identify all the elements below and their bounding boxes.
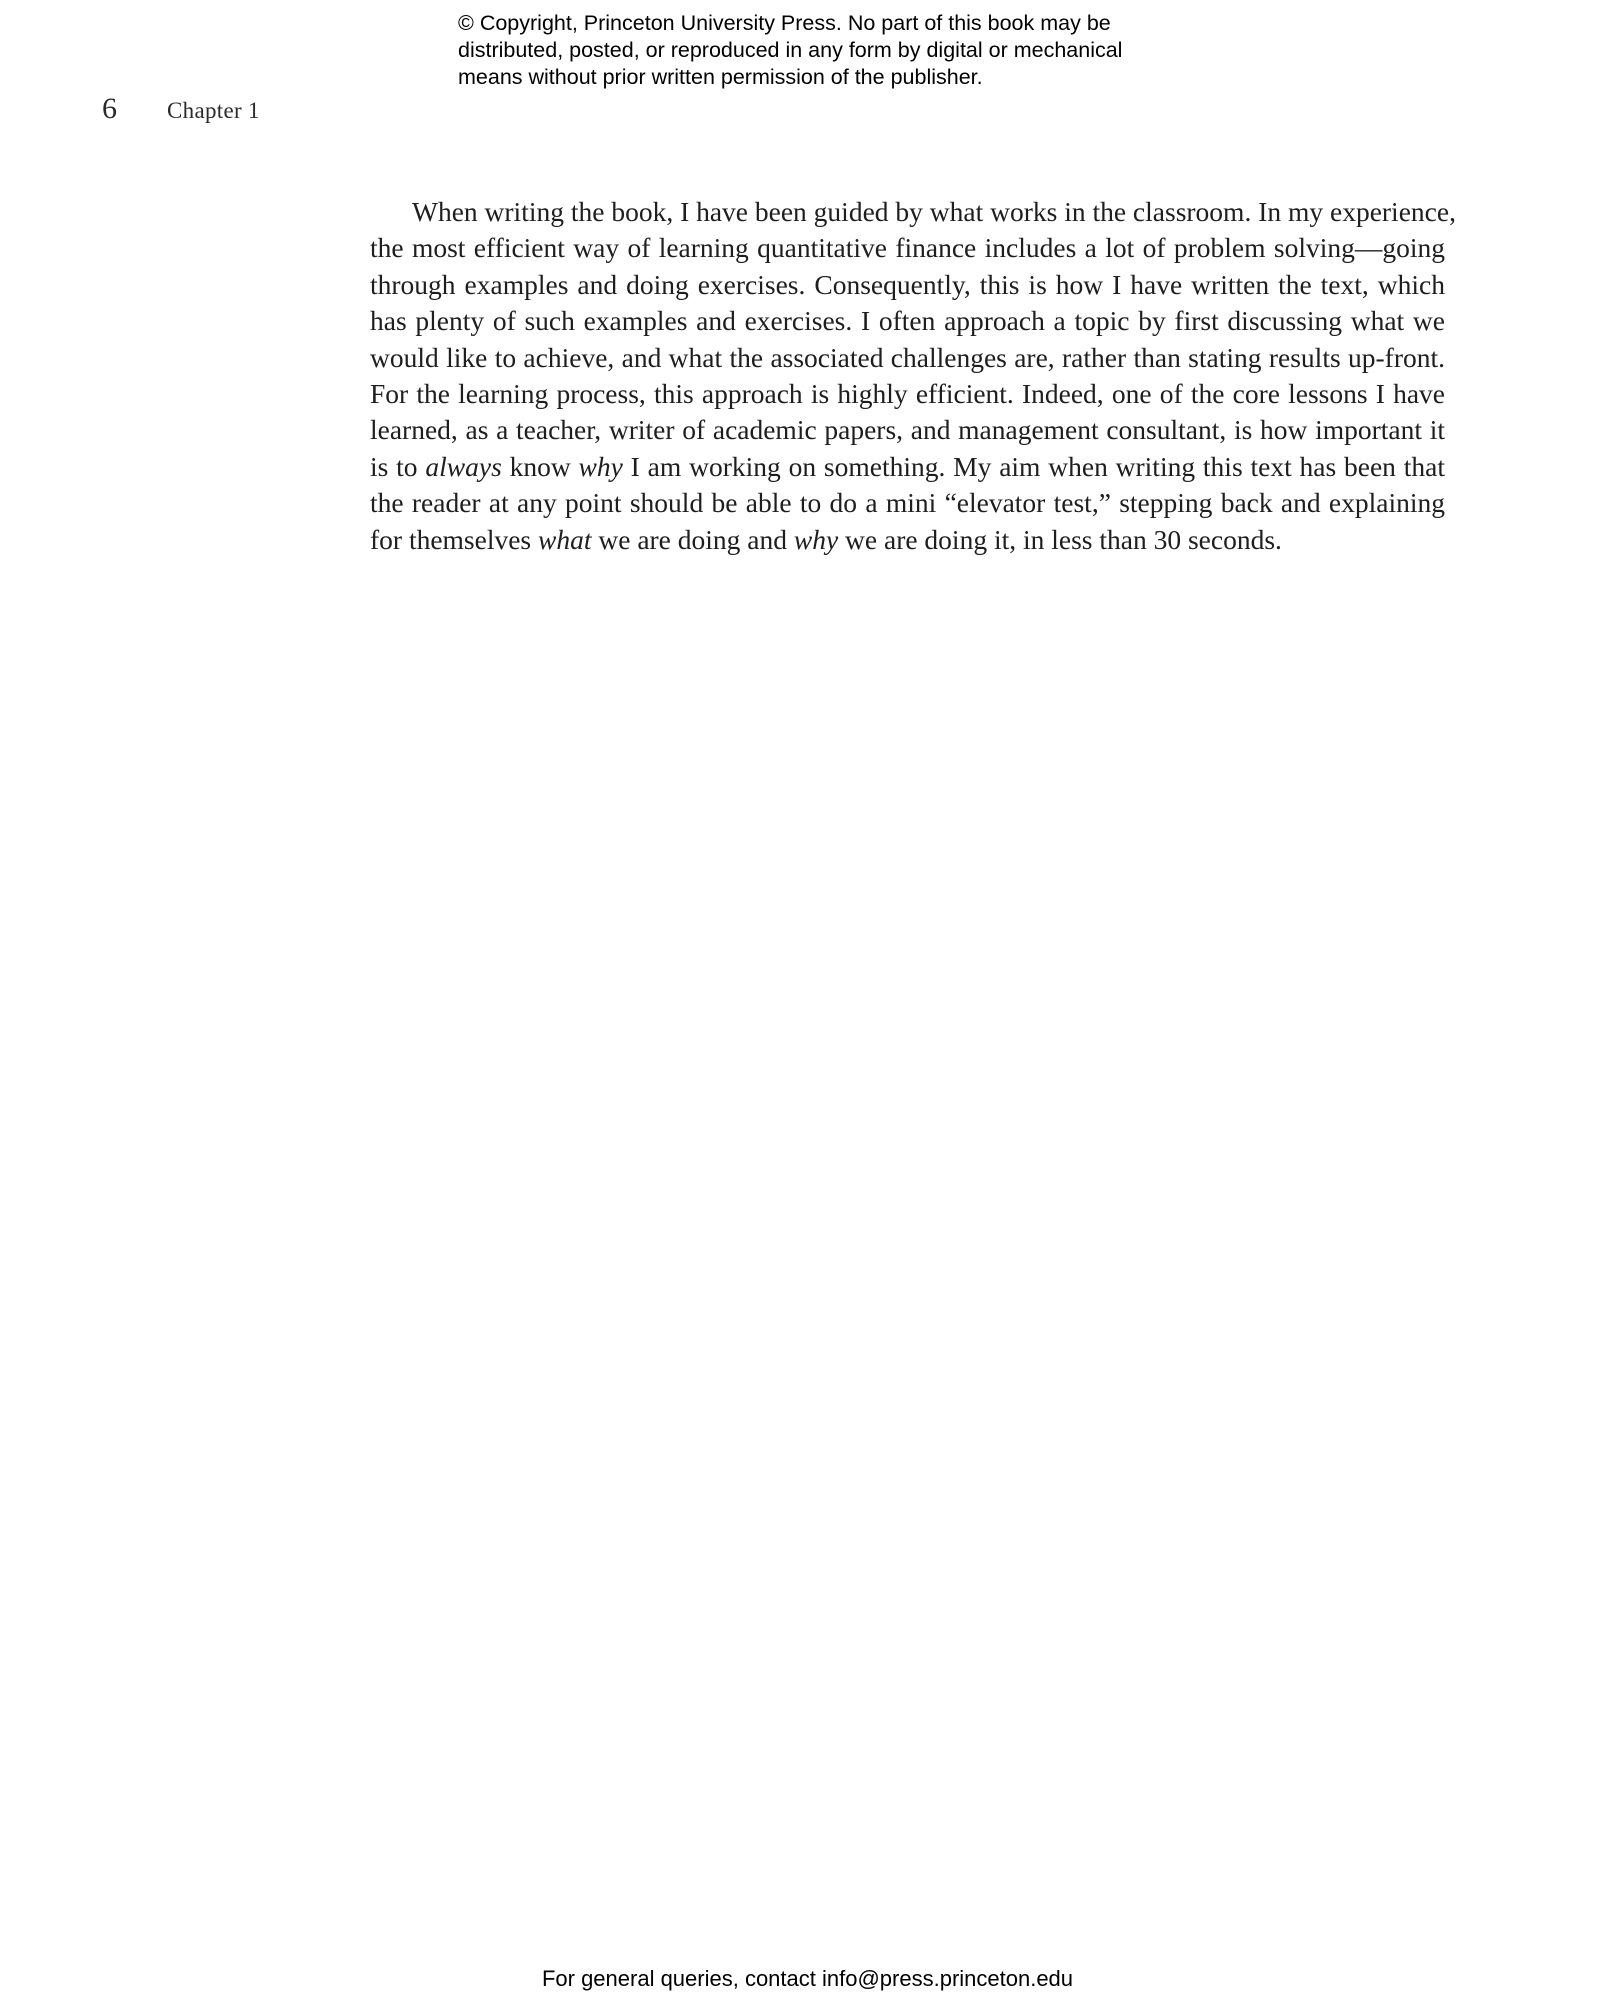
paragraph-line: [370, 522, 1445, 558]
line-text: know: [501, 450, 579, 482]
paragraph-line: the most efficient way of learning quantitative finance includes a lot of problem solving—going: [370, 232, 1445, 264]
emphasis-text: why: [578, 450, 623, 482]
line-text: for themselves: [370, 523, 539, 555]
emphasis-text: always: [425, 450, 502, 482]
paragraph-line: For the learning process, this approach is highly efficient. Indeed, one of the core lessons I have: [370, 377, 1445, 409]
footer-contact: For general queries, contact info@press.princeton.edu: [541, 1966, 1074, 1991]
paragraph-line: through examples and doing exercises. Consequently, this is how I have written the text, which: [370, 268, 1445, 300]
emphasis-text: what: [538, 523, 592, 555]
line-text: I am working on something. My aim when writing this text has been that: [622, 450, 1445, 482]
paragraph-line: would like to achieve, and what the associated challenges are, rather than stating results up-front.: [370, 341, 1445, 373]
paragraph-line: [370, 449, 1445, 485]
paragraph-line: When writing the book, I have been guided by what works in the classroom. In my experience,: [412, 196, 1456, 227]
paragraph-line: learned, as a teacher, writer of academic papers, and management consultant, is how important it: [370, 414, 1445, 446]
copyright-notice: [458, 10, 1218, 91]
body-paragraph: [370, 194, 1456, 558]
paragraph-line: the reader at any point should be able to do a mini “elevator test,” stepping back and explaining: [370, 487, 1445, 519]
paragraph-line: has plenty of such examples and exercises. I often approach a topic by first discussing what we: [370, 305, 1445, 337]
copyright-line: © Copyright, Princeton University Press. No part of this book may be: [458, 11, 1111, 35]
running-head: [0, 92, 600, 132]
line-text: we are doing and: [591, 523, 794, 555]
line-text: we are doing it, in less than 30 seconds.: [838, 523, 1282, 555]
emphasis-text: why: [793, 523, 839, 555]
page-number: 6: [102, 92, 117, 125]
chapter-label: Chapter 1: [167, 98, 260, 123]
line-text: is to: [370, 450, 426, 482]
copyright-line: means without prior written permission of the publisher.: [458, 65, 983, 89]
copyright-line: distributed, posted, or reproduced in any form by digital or mechanical: [458, 38, 1123, 62]
